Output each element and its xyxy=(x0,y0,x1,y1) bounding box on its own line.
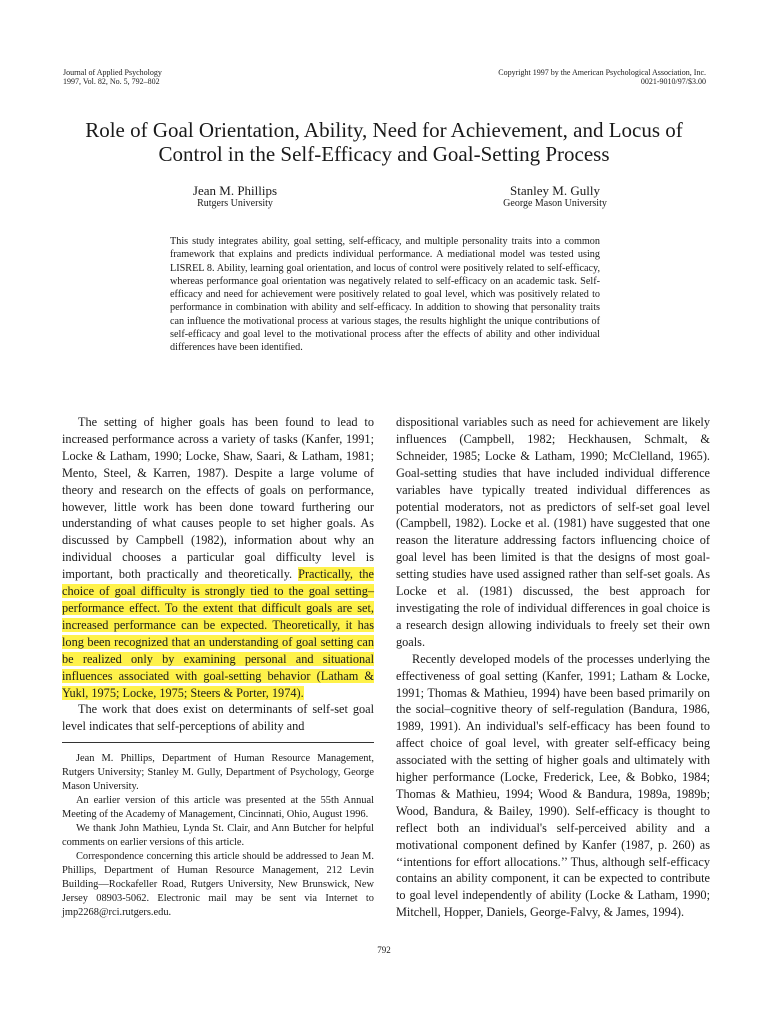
article-title: Role of Goal Orientation, Ability, Need for Achievement, and Locus of Control in the Self-Efficacy and Goal-Setting Process xyxy=(85,118,683,166)
body-paragraph: The work that does exist on determinants of self-set goal level indicates that self-perceptions of ability and xyxy=(62,702,374,734)
author-affiliation: George Mason University xyxy=(503,198,607,209)
author-name: Jean M. Phillips xyxy=(192,183,278,198)
body-column-left xyxy=(62,414,374,735)
highlighted-text: Practically, the choice of goal difficulty is strongly tied to the goal setting–performance effect. To the extent that difficult goals are set, increased performance can be expected. Theoretically, it has long been recognized that an understanding of goal setting can be realized only by examining personal and situational influences associated with goal-setting behavior (Latham & Yukl, 1975; Locke, 1975; Steers & Porter, 1974). xyxy=(62,567,375,700)
footnote-divider xyxy=(62,742,374,743)
author-note xyxy=(62,752,374,920)
body-paragraph: Recently developed models of the processes underlying the effectiveness of goal setting (Kanfer, 1991; Latham & Locke, 1991; Thomas & Mathieu, 1994) have been based primarily on the social–cognitive theory of self-regulation (Bandura, 1986, 1989, 1991). An individual's self-efficacy has been found to affect choice of goal level, with greater self-efficacy being associated with the setting of higher goals and ultimately with higher performance (Locke, Frederick, Lee, & Bobko, 1984; Thomas & Mathieu, 1994; Wood & Bandura, 1989a, 1989b; Wood, Bandura, & Bailey, 1990). Self-efficacy is thought to reflect both an individual's self-perceived ability and a motivational component defined by Kanfer (1987, p. 260) as ‘‘intentions for effort allocations.’’ Thus, although self-efficacy contains an ability component, it can be expected to contribute to goal level independently of ability (Locke & Latham, 1990; Mitchell, Hopper, Daniels, George-Falvy, & James, 1994). xyxy=(396,651,710,920)
copyright-notice: Copyright 1997 by the American Psychological Association, Inc. 0021-9010/97/$3.00 xyxy=(498,68,706,86)
footnote: An earlier version of this article was presented at the 55th Annual Meeting of the Academy of Management, Cincinnati, Ohio, August 1996. xyxy=(62,795,374,820)
body-paragraph xyxy=(62,414,374,701)
body-paragraph: dispositional variables such as need for achievement are likely influences (Campbell, 1982; Heckhausen, Schmalt, & Schneider, 1985; Locke & Latham, 1990; McClelland, 1965). Goal-setting studies that have included individual difference variables have typically treated individual differences as potential moderators, not as predictors of self-set goal level (Campbell, 1982). Locke et al. (1981) have suggested that one reason the literature addressing factors influencing choice of goal level has been limited is that the designs of most goal-setting studies have used assigned rather than self-set goals. As Locke et al. (1981) discussed, the best approach for investigating the role of individual differences in goal choice is a research design allowing individuals to freely set their own goals. xyxy=(396,415,710,649)
body-text: The setting of higher goals has been found to lead to increased performance across a variety of tasks (Kanfer, 1991; Locke & Latham, 1990; Locke, Shaw, Saari, & Latham, 1981; Mento, Steel, & Karren, 1987). Despite a large volume of theory and research on the effects of goals on performance, however, little work has been done toward furthering our understanding of what causes people to set higher goals. As discussed by Campbell (1982), information about why an individual chooses a particular goal difficulty level is important, both practically and theoretically. xyxy=(62,415,374,582)
author-affiliation: Rutgers University xyxy=(197,198,273,209)
footnote: Correspondence concerning this article should be addressed to Jean M. Phillips, Department of Human Resource Management, 212 Levin Building—Rockafeller Road, Rutgers University, New Brunswick, New Jersey 08903-5062. Electronic mail may be sent via Internet to jmp2268@rci.rutgers.edu. xyxy=(62,851,374,918)
journal-citation: Journal of Applied Psychology 1997, Vol. 82, No. 5, 792–802 xyxy=(63,68,162,86)
abstract: This study integrates ability, goal setting, self-efficacy, and multiple personality traits into a common framework that explains and predicts individual performance. A mediational model was tested using LISREL 8. Ability, learning goal orientation, and locus of control were positively related to self-efficacy, whereas performance goal orientation was negatively related to self-efficacy on an academic task. Self-efficacy and need for achievement were positively related to goal level, which was positively related to performance in combination with ability and self-efficacy. In addition to showing that personality traits can influence the motivational process at various stages, the results highlight the unique contributions of self-efficacy and goal level to the motivational process after the effects of ability and other individual differences have been identified. xyxy=(170,236,600,354)
author-name: Stanley M. Gully xyxy=(510,183,600,198)
page-number: 792 xyxy=(377,945,391,955)
body-column-right xyxy=(396,414,710,921)
author-block-1 xyxy=(140,183,330,210)
footnote: Jean M. Phillips, Department of Human Resource Management, Rutgers University; Stanley M. Gully, Department of Psychology, George Mason University. xyxy=(62,753,374,792)
author-block-2 xyxy=(455,183,655,210)
footnote: We thank John Mathieu, Lynda St. Clair, and Ann Butcher for helpful comments on earlier versions of this article. xyxy=(62,823,374,848)
